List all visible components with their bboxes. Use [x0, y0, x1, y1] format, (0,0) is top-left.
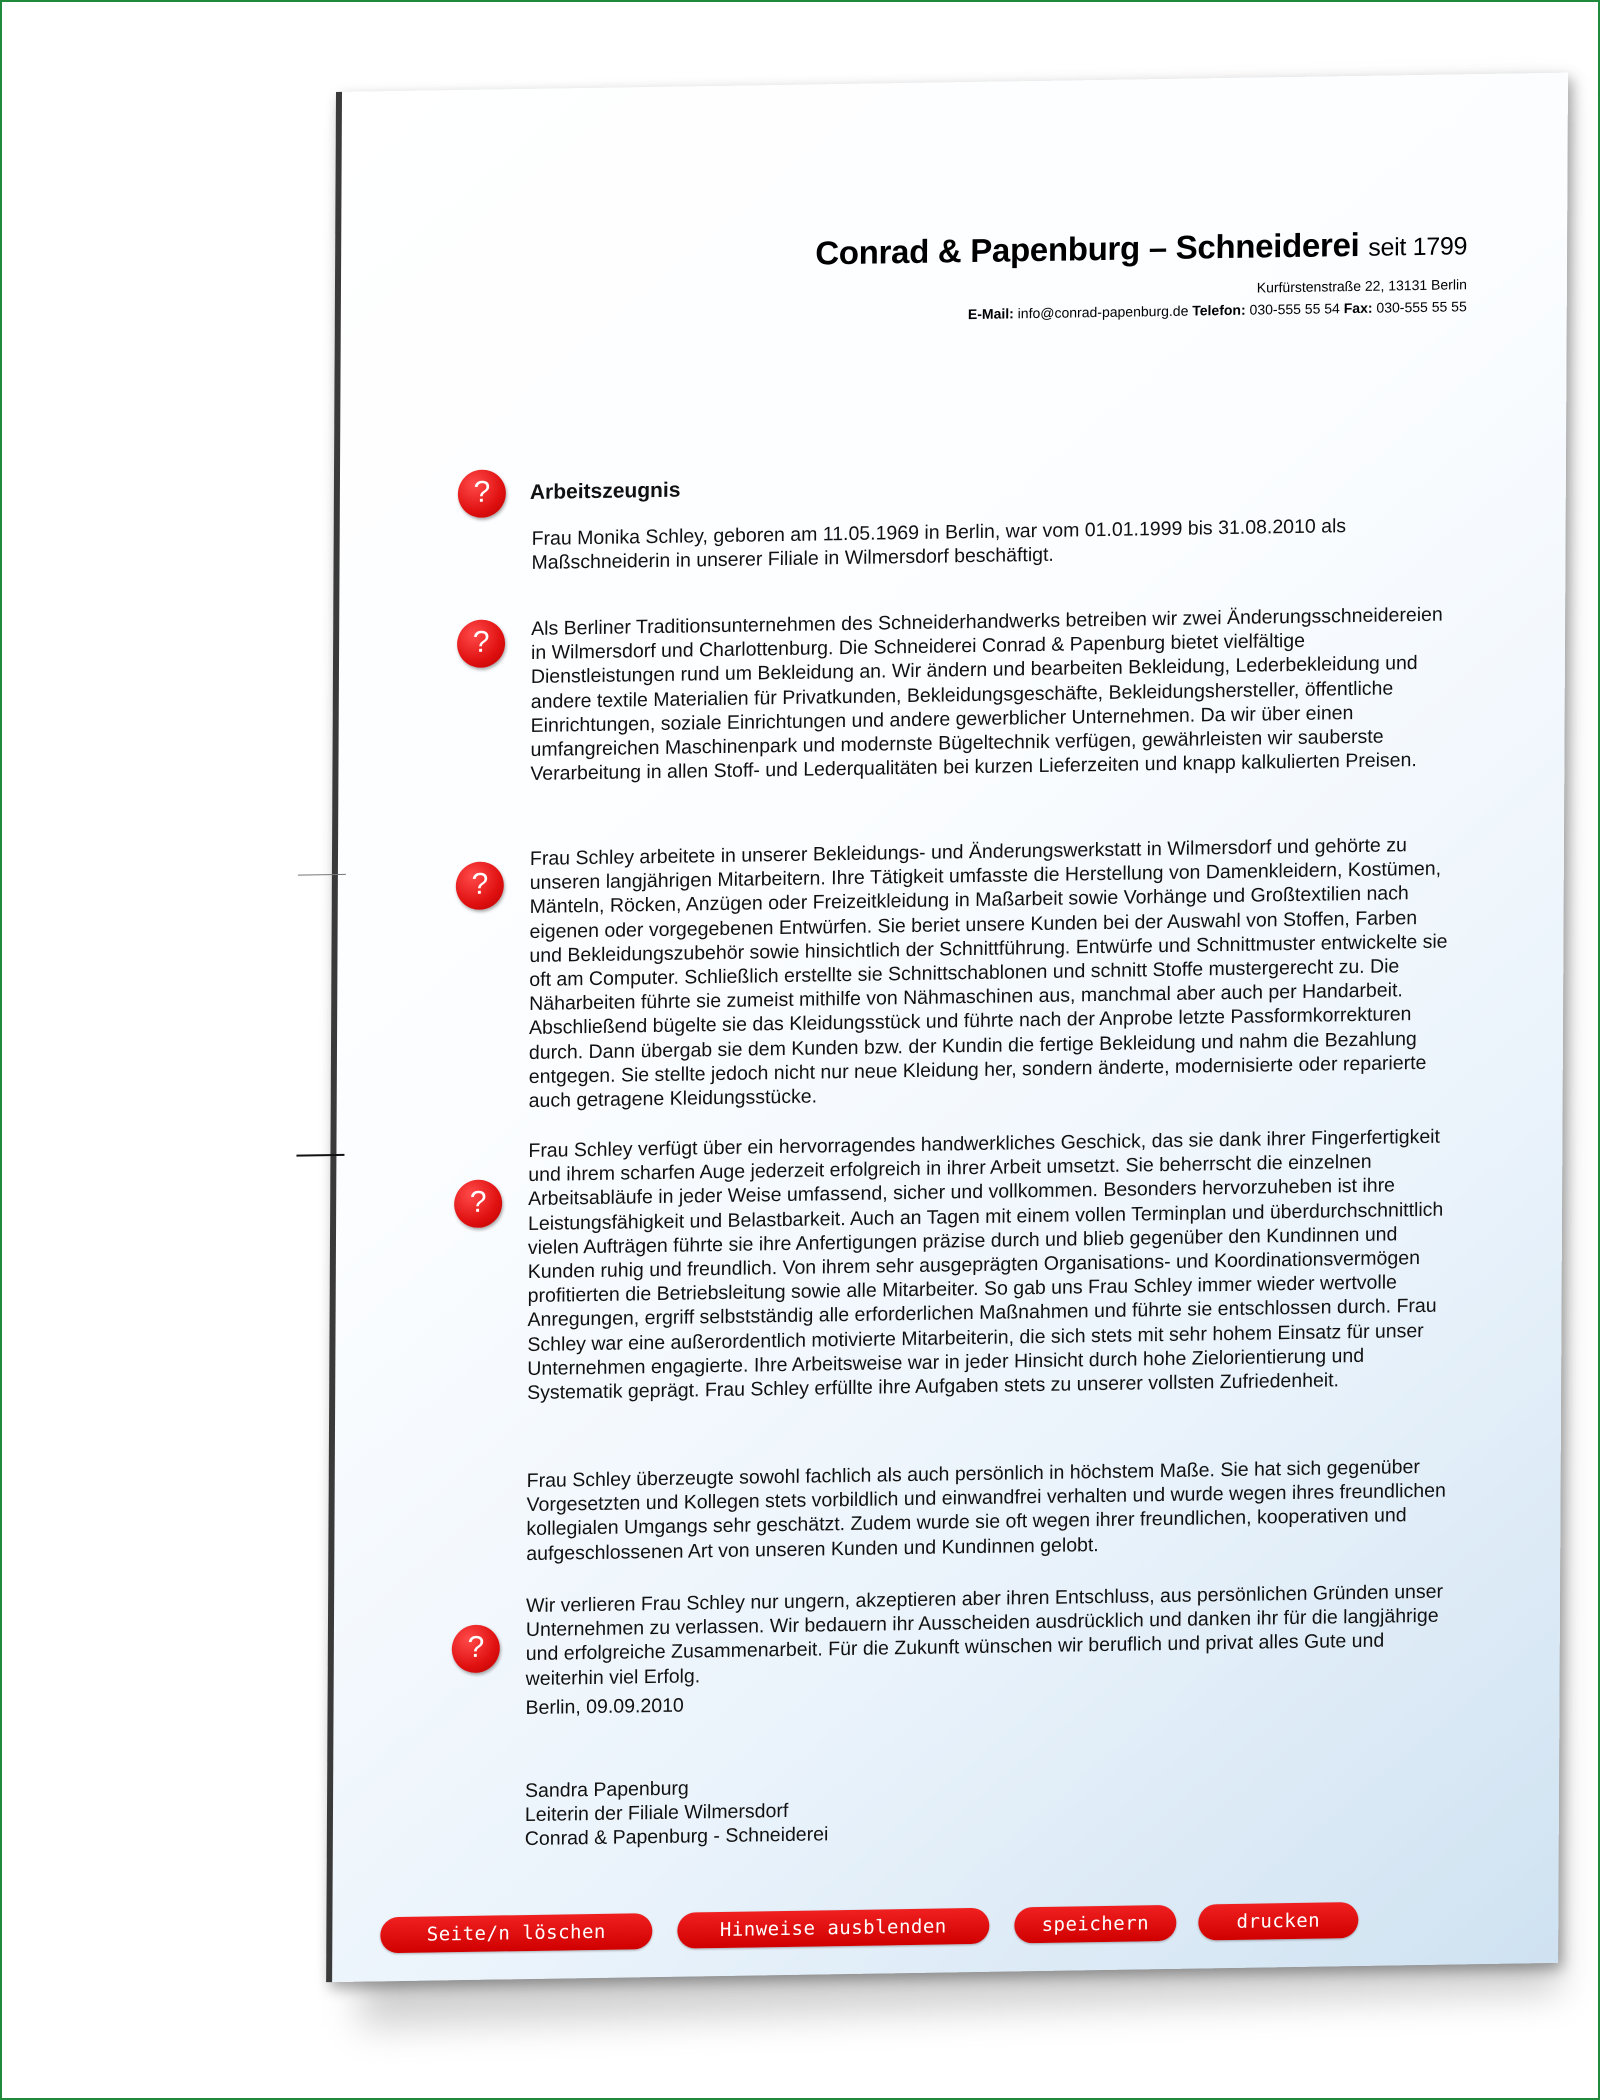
date-line: Berlin, 09.09.2010 — [525, 1694, 684, 1720]
paragraph: Frau Schley arbeitete in unserer Bekleidungs- und Änderungswerkstatt in Wilmersdorf und gehörte zu unseren langjährigen Mitarbeitern. Ihre Tätigkeit umfasste die Herstellung von Damenkleidern, Kostümen, Mänteln, Röcken, Anzügen oder Freizeitkleidung in Maßarbeit sowie Vorhänge und Großtextilien nach eigenen oder vorgegebenen Entwürfen. Sie beriet unsere Kunden bei der Auswahl von Stoffen, Farben und Bekleidungszubehör sowie hinsichtlich der Schnittführung. Entwürfe und Schnittmuster entwickelte sie oft am Computer. Schließlich erstellte sie Schnittschablonen und schnitt Stoffe mustergerecht zu. Die Näharbeiten führte sie zumeist mithilfe von Nähmaschinen aus, manchmal aber auch per Handarbeit. Abschließend bügelte sie das Kleidungsstück und führte nach der Anprobe letzte Passformkorrekturen durch. Dann übergab sie dem Kunden bzw. der Kundin die fertige Bekleidung und nahm die Bezahlung entgegen. Sie stellte jedoch nicht nur neue Kleidung her, sondern änderte, modernisierte oder reparierte auch getragene Kleidungsstücke. — [528, 834, 1448, 1113]
sheet-content — [332, 73, 1568, 1982]
document-sheet — [326, 73, 1568, 1983]
delete-pages-button[interactable]: Seite/n löschen — [380, 1913, 652, 1953]
fax-value: 030-555 55 55 — [1376, 298, 1467, 316]
company-contact — [815, 298, 1467, 324]
paragraph: Wir verlieren Frau Schley nur ungern, akzeptieren aber ihren Entschluss, aus persönlichen Gründen unser Unternehmen zu verlassen. Wir bedauern ihr Ausscheiden ausdrücklich und danken ihr für die langjährige und erfolgreiche Zusammenarbeit. Für die Zukunft wünschen wir beruflich und privat alles Gute und weiterhin viel Erfolg. — [525, 1580, 1444, 1690]
hole-mark — [296, 1154, 344, 1157]
save-button[interactable]: speichern — [1014, 1905, 1176, 1944]
question-mark-icon[interactable]: ? — [458, 469, 506, 518]
signer-name: Sandra Papenburg — [525, 1777, 689, 1803]
question-mark-icon[interactable]: ? — [454, 1179, 502, 1228]
email-value: info@conrad-papenburg.de — [1017, 302, 1189, 322]
print-button[interactable]: drucken — [1198, 1902, 1358, 1941]
company-address: Kurfürstenstraße 22, 13131 Berlin — [1256, 276, 1467, 296]
fax-label: Fax: — [1343, 299, 1373, 317]
company-name-line — [815, 224, 1467, 272]
paragraph: Als Berliner Traditionsunternehmen des Schneiderhandwerks betreiben wir zwei Änderungsschneidereien in Wilmersdorf und Charlottenburg. Die Schneiderei Conrad & Papenburg bietet vielfältige Dienstleistungen rund um Bekleidung an. Wir ändern und bearbeiten Bekleidung, Lederbekleidung und andere textile Materialien für Privatkunden, Bekleidungsgeschäfte, Bekleidungshersteller, öffentliche Einrichtungen, soziale Einrichtungen und andere gewerblicher Unternehmen. Da wir über einen umfangreichen Maschinenpark und modernste Bügeltechnik verfügen, gewährleisten wir sauberste Verarbeitung in allen Stoff- und Lederqualitäten bei kurzen Lieferzeiten und knapp kalkulierten Preisen. — [530, 603, 1443, 786]
paragraph: Frau Schley überzeugte sowohl fachlich als auch persönlich in höchstem Maße. Sie hat sich gegenüber Vorgesetzten und Kollegen stets vorbildlich und einwandfrei verhalten und wurde wegen ihres freundlichen kollegialen Umgangs sehr geschätzt. Zudem wurde sie oft wegen ihrer freundlichen, kooperativen und aufgeschlossenen Art von unseren Kunden und Kundinnen gelobt. — [526, 1455, 1446, 1565]
phone-label: Telefon: — [1192, 301, 1246, 319]
paragraph: Frau Schley verfügt über ein hervorragendes handwerkliches Geschick, das sie dank ihrer Fingerfertigkeit und ihrem scharfen Auge jederzeit erfolgreich in ihrer Arbeit umsetzt. Sie beherrscht die einzelnen Arbeitsabläufe in jeder Weise umfassend, sicher und vollkommen. Besonders hervorzuheben ist ihre Leistungsfähigkeit und Belastbarkeit. Auch an Tagen mit einem vollen Terminplan und überdurchschnittlich vielen Aufträgen führte sie ihre Anfertigungen präzise durch und blieb gegenüber den Kundinnen und Kunden ruhig und freundlich. Von ihrem sehr ausgeprägten Organisations- und Koordinationsvermögen profitierten die Betriebsleitung sowie alle Mitarbeiter. So gab uns Frau Schley immer wieder wertvolle Anregungen, ergriff selbstständig alle erforderlichen Maßnahmen und führte sie entschlossen durch. Frau Schley war eine außerordentlich motivierte Mitarbeiterin, die sich stets mit sehr hohem Einsatz für unser Unternehmen engagierte. Ihre Arbeitsweise war in jeder Hinsicht durch hohe Zielorientierung und Systematik geprägt. Frau Schley erfüllte ihre Aufgaben stets zu unserer vollsten Zufriedenheit. — [527, 1125, 1444, 1405]
fold-mark — [298, 874, 346, 876]
company-since: seit 1799 — [1368, 232, 1468, 262]
signer-company: Conrad & Papenburg - Schneiderei — [524, 1823, 829, 1851]
company-name: Conrad & Papenburg – Schneiderei — [815, 225, 1360, 272]
letterhead — [815, 224, 1467, 324]
signature-block — [525, 1774, 829, 1851]
signer-role: Leiterin der Filiale Wilmersdorf — [524, 1800, 789, 1827]
email-label: E-Mail: — [967, 305, 1014, 323]
question-mark-icon[interactable]: ? — [456, 861, 504, 910]
phone-value: 030-555 55 54 — [1249, 300, 1340, 318]
paragraph: Frau Monika Schley, geboren am 11.05.1969 in Berlin, war vom 01.01.1999 bis 31.08.2010 als Maßschneiderin in unserer Filiale in Wilmersdorf beschäftigt. — [531, 515, 1347, 575]
question-mark-icon[interactable]: ? — [457, 619, 505, 668]
question-mark-icon[interactable]: ? — [452, 1624, 500, 1673]
hide-hints-button[interactable]: Hinweise ausblenden — [677, 1908, 989, 1949]
document-title: Arbeitszeugnis — [529, 478, 681, 504]
